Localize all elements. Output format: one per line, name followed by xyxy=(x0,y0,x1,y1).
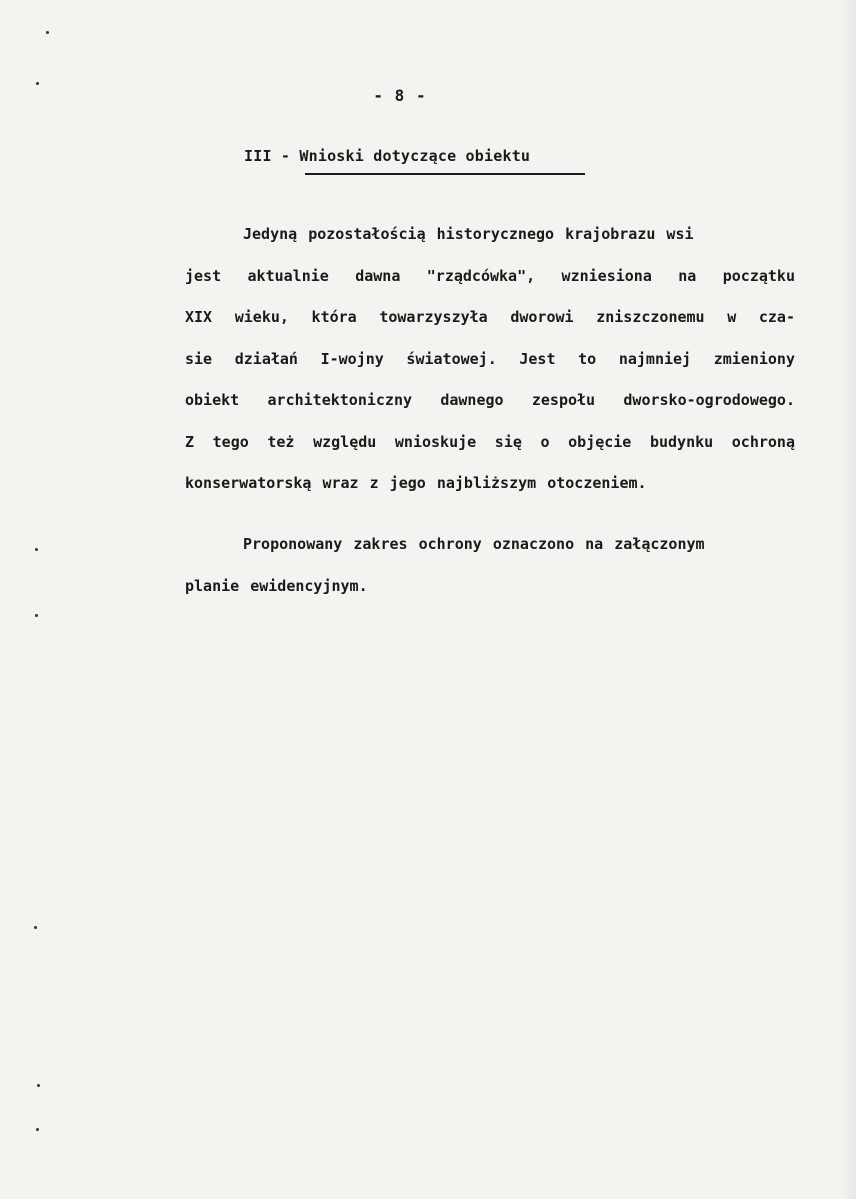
paragraph-line: Proponowany zakres ochrony oznaczono na załączonym xyxy=(243,535,705,553)
section-title: III - Wnioski dotyczące obiektu xyxy=(244,147,531,165)
section-title-underline xyxy=(305,173,585,175)
margin-speck xyxy=(34,926,37,929)
paragraph-line: konserwatorską wraz z jego najbliższym otoczeniem. xyxy=(185,474,647,492)
paragraph-line: planie ewidencyjnym. xyxy=(185,576,368,595)
margin-speck xyxy=(35,614,38,617)
page-number: - 8 - xyxy=(373,86,427,105)
paragraph-line: Jedyną pozostałością historycznego krajobrazu wsi xyxy=(243,225,694,243)
margin-speck xyxy=(36,82,39,85)
paragraph-line: obiekt architektoniczny dawnego zespołu dworsko-ogrodowego. xyxy=(185,391,795,409)
paragraph-line: sie działań I-wojny światowej. Jest to najmniej zmieniony xyxy=(185,349,795,368)
margin-speck xyxy=(37,1084,40,1087)
margin-speck xyxy=(35,548,38,551)
margin-speck xyxy=(46,31,49,34)
paragraph-line: XIX wieku, która towarzyszyła dworowi zniszczonemu w cza- xyxy=(185,308,795,326)
page-edge-shade xyxy=(842,0,856,1199)
margin-speck xyxy=(36,1128,39,1131)
paragraph-line: jest aktualnie dawna "rządcówka", wzniesiona na początku xyxy=(185,266,795,285)
paragraph-protection-scope xyxy=(185,524,795,607)
paragraph-line: Z tego też względu wnioskuje się o objęcie budynku ochroną xyxy=(185,432,795,451)
paragraph-conclusions xyxy=(185,214,795,505)
